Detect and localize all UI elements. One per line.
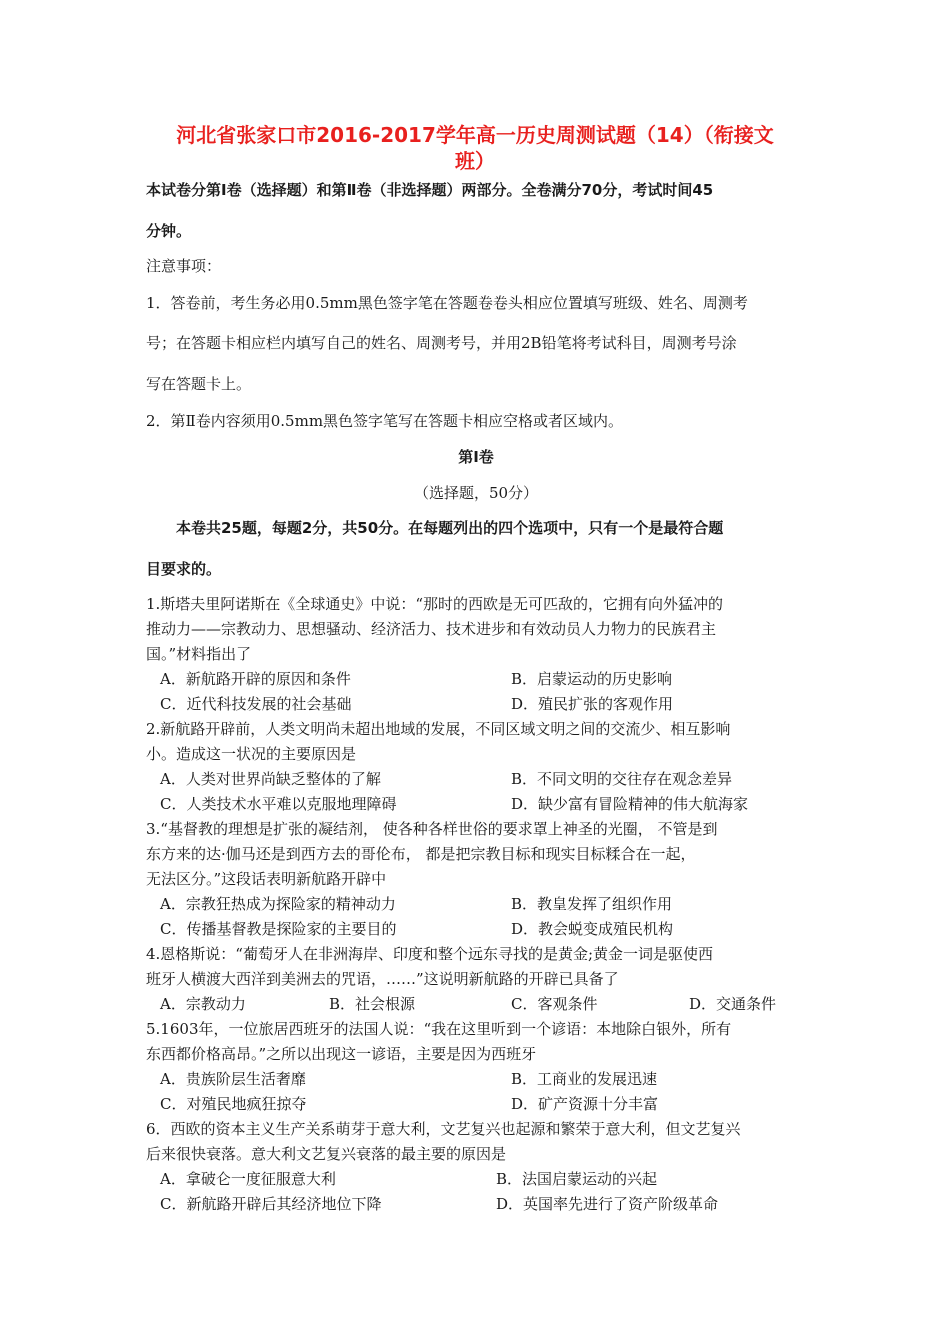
question-text: 4.恩格斯说：“葡萄牙人在非洲海岸、印度和整个远东寻找的是黄金;黄金一词是驱使西 [146, 945, 714, 963]
question-text: 3.“基督教的理想是扩张的凝结剂， 使各种各样世俗的要求罩上神圣的光圈， 不管是到 [146, 820, 718, 838]
option-c[interactable]: C．对殖民地疯狂掠夺 [160, 1095, 307, 1113]
question-text: 班牙人横渡大西洋到美洲去的咒语，……”这说明新航路的开辟已具备了 [146, 970, 619, 988]
notes-item: 号；在答题卡相应栏内填写自己的姓名、周测考号，并用2B铅笔将考试科目，周测考号涂 [146, 334, 737, 352]
option-c[interactable]: C．传播基督教是探险家的主要目的 [160, 920, 397, 938]
option-b[interactable]: B．教皇发挥了组织作用 [511, 895, 673, 913]
section-instructions: 本卷共25题，每题2分，共50分。在每题列出的四个选项中，只有一个是最符合题 [176, 519, 724, 537]
option-d[interactable]: D．英国率先进行了资产阶级革命 [496, 1195, 719, 1213]
question-text: 后来很快衰落。意大利文艺复兴衰落的最主要的原因是 [146, 1145, 507, 1163]
option-b[interactable]: B．不同文明的交往存在观念差异 [511, 770, 733, 788]
option-c[interactable]: C．人类技术水平难以克服地理障碍 [160, 795, 397, 813]
notes-item: 写在答题卡上。 [146, 375, 252, 393]
option-c[interactable]: C．近代科技发展的社会基础 [160, 695, 352, 713]
option-d[interactable]: D．殖民扩张的客观作用 [511, 695, 674, 713]
page-title: 河北省张家口市2016-2017学年高一历史周测试题（14）（衔接文 [176, 123, 774, 147]
option-a[interactable]: A．新航路开辟的原因和条件 [160, 670, 351, 688]
intro-line: 分钟。 [146, 222, 192, 240]
option-b[interactable]: B．社会根源 [329, 995, 416, 1013]
option-b[interactable]: B．工商业的发展迅速 [511, 1070, 658, 1088]
option-a[interactable]: A．宗教动力 [160, 995, 246, 1013]
section-heading: 第Ⅰ卷 [458, 448, 494, 466]
option-b[interactable]: B．启蒙运动的历史影响 [511, 670, 673, 688]
question-text: 2.新航路开辟前，人类文明尚未超出地域的发展，不同区域文明之间的交流少、相互影响 [146, 720, 731, 738]
option-a[interactable]: A．贵族阶层生活奢靡 [160, 1070, 306, 1088]
option-d[interactable]: D．教会蜕变成殖民机构 [511, 920, 674, 938]
option-d[interactable]: D．交通条件 [689, 995, 777, 1013]
option-d[interactable]: D．矿产资源十分丰富 [511, 1095, 659, 1113]
question-text: 无法区分。”这段话表明新航路开辟中 [146, 870, 387, 888]
option-a[interactable]: A．拿破仑一度征服意大利 [160, 1170, 336, 1188]
question-text: 6．西欧的资本主义生产关系萌芽于意大利，文艺复兴也起源和繁荣于意大利，但文艺复兴 [146, 1120, 741, 1138]
question-text: 5.1603年，一位旅居西班牙的法国人说：“我在这里听到一个谚语：本地除白银外，所有 [146, 1020, 732, 1038]
question-text: 小。造成这一状况的主要原因是 [146, 745, 357, 763]
section-subheading: （选择题，50分） [413, 484, 539, 502]
intro-line: 本试卷分第Ⅰ卷（选择题）和第Ⅱ卷（非选择题）两部分。全卷满分70分，考试时间45 [146, 181, 714, 199]
question-text: 东方来的达·伽马还是到西方去的哥伦布， 都是把宗教目标和现实目标糅合在一起， [146, 845, 696, 863]
option-a[interactable]: A．宗教狂热成为探险家的精神动力 [160, 895, 396, 913]
option-b[interactable]: B．法国启蒙运动的兴起 [496, 1170, 658, 1188]
notes-item: 2．第Ⅱ卷内容须用0.5mm黑色签字笔写在答题卡相应空格或者区域内。 [146, 412, 624, 430]
question-text: 1.斯塔夫里阿诺斯在《全球通史》中说：“那时的西欧是无可匹敌的，它拥有向外猛冲的 [146, 595, 723, 613]
question-text: 国。”材料指出了 [146, 645, 252, 663]
question-text: 东西都价格高昂。”之所以出现这一谚语，主要是因为西班牙 [146, 1045, 537, 1063]
notes-item: 1．答卷前，考生务必用0.5mm黑色签字笔在答题卷卷头相应位置填写班级、姓名、周测考 [146, 294, 748, 312]
question-text: 推动力——宗教动力、思想骚动、经济活力、技术进步和有效动员人力物力的民族君主 [146, 620, 717, 638]
option-a[interactable]: A．人类对世界尚缺乏整体的了解 [160, 770, 381, 788]
section-instructions: 目要求的。 [146, 560, 222, 578]
option-c[interactable]: C．客观条件 [511, 995, 598, 1013]
page-title-continued: 班） [455, 149, 495, 173]
option-c[interactable]: C．新航路开辟后其经济地位下降 [160, 1195, 382, 1213]
notes-heading: 注意事项： [146, 257, 222, 275]
option-d[interactable]: D．缺少富有冒险精神的伟大航海家 [511, 795, 749, 813]
